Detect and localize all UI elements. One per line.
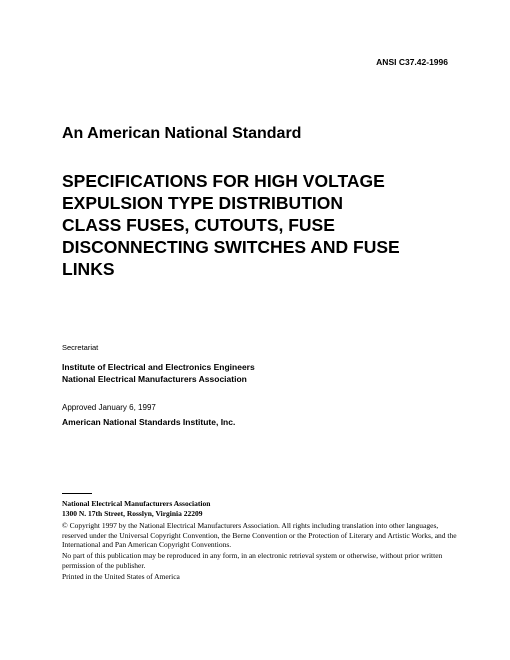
title-line: CLASS FUSES, CUTOUTS, FUSE — [62, 215, 335, 235]
standard-type-heading: An American National Standard — [62, 125, 302, 142]
document-title — [62, 170, 482, 280]
publisher-name: National Electrical Manufacturers Association — [62, 499, 211, 508]
title-line: DISCONNECTING SWITCHES AND FUSE — [62, 237, 400, 257]
title-line: EXPULSION TYPE DISTRIBUTION — [62, 193, 343, 213]
secretariat-organization: National Electrical Manufacturers Association — [62, 374, 247, 384]
secretariat-label: Secretariat — [62, 343, 99, 352]
secretariat-organization: Institute of Electrical and Electronics Engineers — [62, 362, 255, 372]
title-line: SPECIFICATIONS FOR HIGH VOLTAGE — [62, 171, 385, 191]
document-number: ANSI C37.42-1996 — [376, 57, 448, 67]
printed-notice: Printed in the United States of America — [62, 572, 180, 581]
footnote-divider — [62, 493, 92, 494]
title-line: LINKS — [62, 259, 115, 279]
approval-date: Approved January 6, 1997 — [62, 403, 156, 412]
copyright-notice: © Copyright 1997 by the National Electrical Manufacturers Association. All rights including translation into other languages, reserved under the Universal Copyright Convention, the Berne Convention or the Protection of Literary and Artistic Works, and the International and Pan American Copyright Conventions. — [62, 521, 457, 549]
secretariat-organizations — [62, 361, 255, 385]
reproduction-notice: No part of this publication may be reproduced in any form, in an electronic retrieval system or otherwise, without prior written permission of the publisher. — [62, 551, 443, 570]
publisher-block — [62, 499, 210, 518]
publisher-address: 1300 N. 17th Street, Rosslyn, Virginia 22209 — [62, 508, 203, 518]
approval-organization: American National Standards Institute, Inc. — [62, 417, 236, 427]
